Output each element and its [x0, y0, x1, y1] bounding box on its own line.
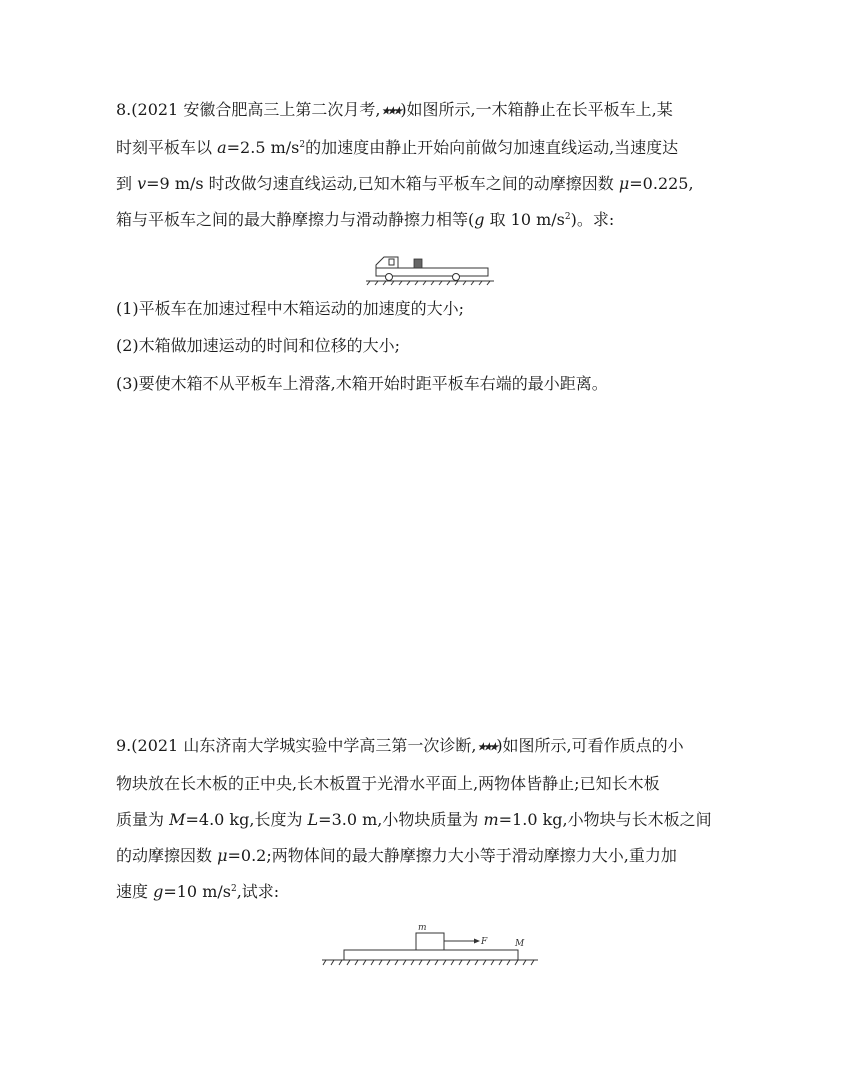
truck-wheel-rear	[453, 274, 460, 281]
q8-sub-1: (1)平板车在加速过程中木箱运动的加速度的大小;	[116, 299, 465, 318]
q8-line-1: 8.(2021 安徽合肥高三上第二次月考,★★★)如图所示,一木箱静止在长平板车上,某	[116, 92, 756, 130]
q8-line-2: 时刻平板车以 a=2.5 $m/s^2$的加速度由静止开始向前做匀加速直线运动,当速度达	[116, 138, 679, 157]
q9-line-1: 9.(2021 山东济南大学城实验中学高三第一次诊断,★★★)如图所示,可看作质点的小	[116, 728, 756, 766]
q8-line-4: 箱与平板车之间的最大静摩擦力与滑动静擦力相等(g 取 10 $m/s^2$)。求:	[116, 210, 615, 229]
ground-hatch	[323, 960, 534, 965]
truck-cab	[376, 257, 398, 276]
small-block	[416, 933, 444, 950]
label-M: M	[515, 939, 525, 949]
question-9	[116, 728, 756, 910]
figure-block-on-board	[320, 920, 542, 968]
label-m: m	[418, 923, 427, 933]
force-arrowhead	[474, 939, 480, 944]
ground-hatch	[367, 281, 490, 285]
q8-sub-3: (3)要使木箱不从平板车上滑落,木箱开始时距平板车右端的最小距离。	[116, 374, 608, 393]
q9-line-4: 的动摩擦因数 μ=0.2;两物体间的最大静摩擦力大小等于滑动摩擦力大小,重力加	[116, 846, 677, 865]
difficulty-stars-icon: ★★★	[477, 742, 496, 753]
q9-line-3: 质量为 M=4.0 kg,长度为 L=3.0 m,小物块质量为 m=1.0 kg,小物块与长木板之间	[116, 810, 712, 829]
q9-line-2: 物块放在长木板的正中央,长木板置于光滑水平面上,两物体皆静止;已知长木板	[116, 774, 660, 793]
truck-wheel-front	[386, 274, 393, 281]
wooden-box	[414, 259, 422, 268]
long-board	[344, 950, 518, 960]
truck-bed	[376, 268, 488, 276]
label-F: F	[481, 937, 488, 947]
question-8	[116, 92, 756, 238]
q8-line-3: 到 v=9 m/s 时改做匀速直线运动,已知木箱与平板车之间的动摩擦因数 μ=0.225,	[116, 174, 694, 193]
difficulty-stars-icon: ★★★	[381, 106, 400, 117]
q9-line-5: 速度 g=10 $m/s^2$,试求:	[116, 882, 280, 901]
q8-sub-2: (2)木箱做加速运动的时间和位移的大小;	[116, 336, 401, 355]
figure-truck-with-box	[364, 248, 498, 288]
